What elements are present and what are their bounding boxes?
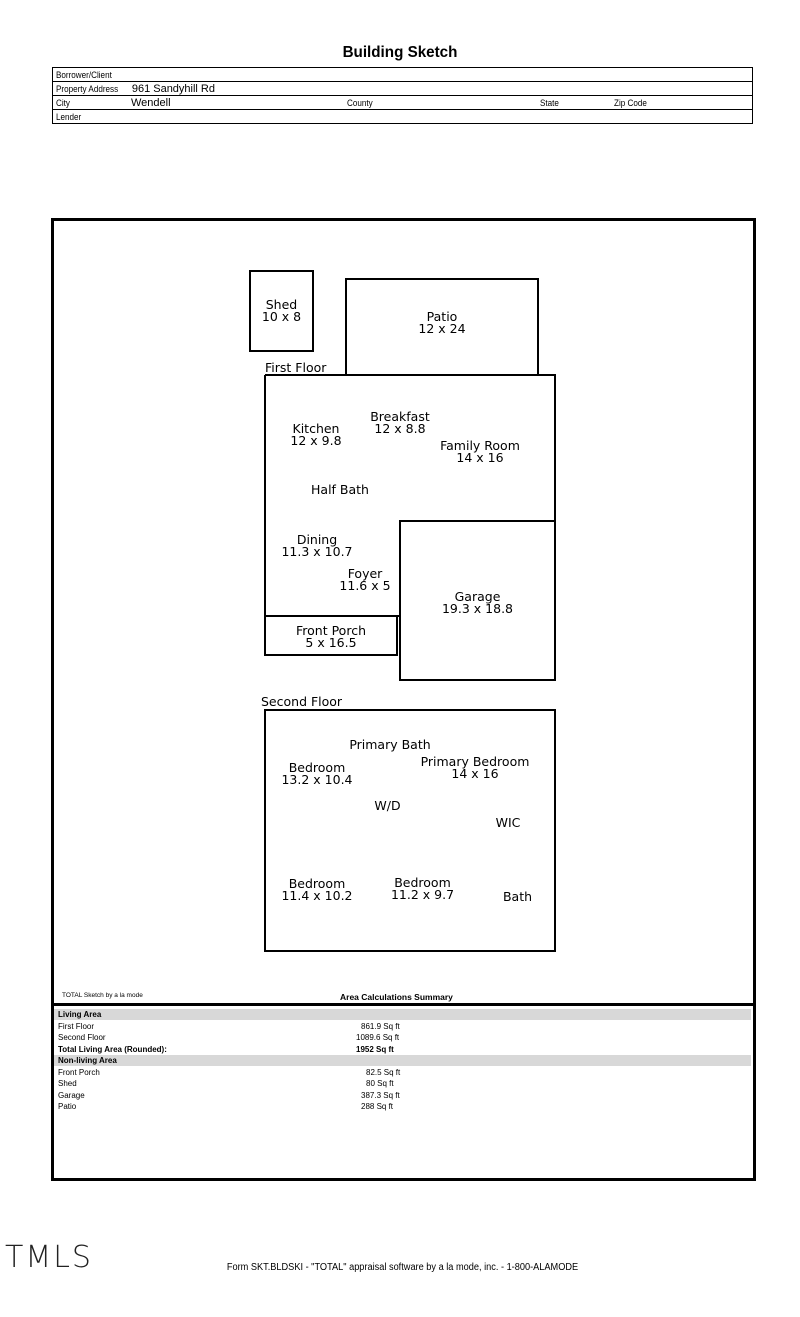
garage-label: Garage 19.3 x 18.8 [441, 589, 513, 616]
page-title: Building Sketch [342, 44, 458, 61]
kitchen-label: Kitchen 12 x 9.8 [290, 421, 342, 448]
city-label: City [56, 98, 70, 108]
front-porch-area-label: Front Porch [58, 1068, 100, 1077]
shed-area-label: Shed [58, 1079, 77, 1088]
garage-area-label: Garage [58, 1091, 85, 1100]
front-porch-label: Front Porch 5 x 16.5 [296, 623, 366, 650]
breakfast-label: Breakfast 12 x 8.8 [370, 409, 430, 436]
software-note: TOTAL Sketch by a la mode [62, 992, 143, 999]
first-floor-area-value: 861.9 Sq ft [361, 1022, 400, 1031]
wd-label: W/D [374, 798, 401, 813]
total-living-label: Total Living Area (Rounded): [58, 1045, 167, 1054]
footer-text: Form SKT.BLDSKI - "TOTAL" appraisal software by a la mode, inc. - 1-800-ALAMODE [226, 1262, 579, 1273]
non-living-heading: Non-living Area [58, 1056, 117, 1065]
primary-bedroom-label: Primary Bedroom 14 x 16 [420, 754, 530, 781]
total-living-value: 1952 Sq ft [356, 1045, 394, 1054]
patio-area-label: Patio [58, 1102, 77, 1111]
property-label: Property Address [56, 84, 119, 94]
front-porch-area-value: 82.5 Sq ft [366, 1068, 401, 1077]
tmls-logo: TMLS [5, 1240, 93, 1275]
summary-heading: Area Calculations Summary [340, 992, 453, 1002]
borrower-label: Borrower/Client [56, 70, 112, 80]
non-living-band [54, 1055, 751, 1066]
first-floor-label: First Floor [265, 360, 327, 375]
primary-bath-label: Primary Bath [349, 737, 431, 752]
shed-area-value: 80 Sq ft [366, 1079, 394, 1088]
state-label: State [540, 98, 559, 108]
foyer-label: Foyer 11.6 x 5 [339, 566, 391, 593]
city-value: Wendell [131, 97, 171, 109]
second-floor-label: Second Floor [261, 694, 343, 709]
lender-label: Lender [56, 112, 82, 122]
patio-area-value: 288 Sq ft [361, 1102, 394, 1111]
first-floor-area-label: First Floor [58, 1022, 94, 1031]
bedroom-1-label: Bedroom 13.2 x 10.4 [281, 760, 353, 787]
dining-label: Dining 11.3 x 10.7 [281, 532, 353, 559]
bedroom-2-label: Bedroom 11.4 x 10.2 [281, 876, 353, 903]
wic-label: WIC [495, 815, 521, 830]
second-floor-area-value: 1089.6 Sq ft [356, 1033, 400, 1042]
property-value: 961 Sandyhill Rd [131, 83, 215, 95]
shed-label: Shed 10 x 8 [261, 297, 302, 324]
family-room-label: Family Room 14 x 16 [440, 438, 520, 465]
second-floor-area-label: Second Floor [58, 1033, 106, 1042]
county-label: County [347, 98, 373, 108]
zip-label: Zip Code [614, 98, 647, 108]
living-area-band [54, 1009, 751, 1020]
half-bath-label: Half Bath [311, 482, 369, 497]
summary-divider [52, 1003, 753, 1006]
bedroom-3-label: Bedroom 11.2 x 9.7 [390, 875, 455, 902]
patio-label: Patio 12 x 24 [418, 309, 466, 336]
garage-area-value: 387.3 Sq ft [361, 1091, 400, 1100]
living-area-heading: Living Area [58, 1010, 102, 1019]
bath-label: Bath [502, 889, 533, 904]
